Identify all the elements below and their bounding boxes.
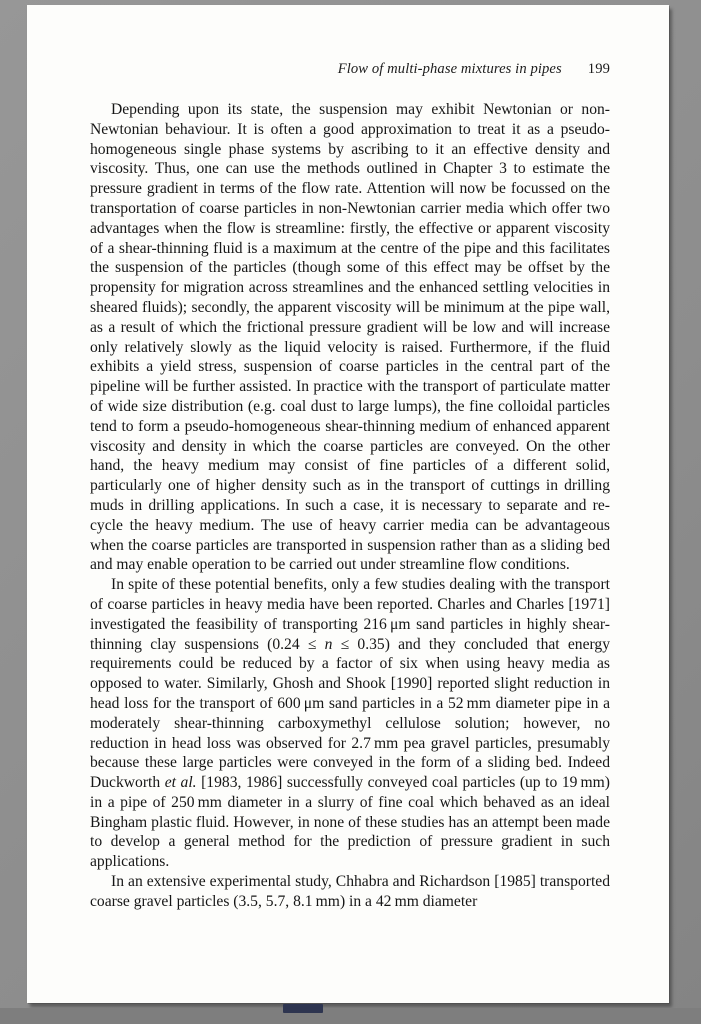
page-bottom-shadow — [0, 1008, 701, 1024]
page-number: 199 — [587, 61, 610, 77]
book-page — [27, 5, 669, 1003]
text-segment: ≤ 0.35) and they concluded that energy requirements could be reduced by a factor of six when using heavy media as opposed to water. Similarly, Ghosh and Shook [1990] reported slight reduction in head loss for the transport of 600 μm sand particles in a 52 mm diameter pipe in a moderately shear-thinning carboxymethyl cellulose solution; however, no reduction in head loss was observed for 2.7 mm pea gravel particles, presumably because these large particles were conveyed in the form of a sliding bed. Indeed Duckworth — [90, 635, 610, 792]
text-segment: [1983, 1986] successfully conveyed coal particles (up to 19 mm) in a pipe of 250 mm diameter in a slurry of fine coal which behaved as an ideal Bingham plastic fluid. However, in none of these studies has an attempt been made to develop a general method for the prediction of pressure gradient in such applications. — [90, 774, 611, 871]
text-segment: n — [324, 635, 333, 653]
body-text — [90, 100, 610, 912]
text-segment: Depending upon its state, the suspension may exhibit Newtonian or non-Newtonian behaviour. It is often a good approximation to treat it as a pseudo-homogeneous single phase systems by ascribing to it an effective density and viscosity. Thus, one can use the methods outlined in Chapter 3 to estimate the pressure gradient in terms of the flow rate. Attention will now be focussed on the transportation of coarse particles in non-Newtonian carrier media which offer two advantages when the flow is streamline: firstly, the effective or apparent viscosity of a shear-thinning fluid is a maximum at the centre of the pipe and this facilitates the suspension of the particles (though some of this effect may be offset by the propensity for migration across streamlines and the enhanced settling velocities in sheared fluids); secondly, the apparent viscosity will be minimum at the pipe wall, as a result of which the frictional pressure gradient will be low and will increase only relatively slowly as the liquid velocity is raised. Furthermore, if the fluid exhibits a yield stress, suspension of coarse particles in the central part of the pipeline will be further assisted. In practice with the transport of particulate matter of wide size distribution (e.g. coal dust to large lumps), the fine colloidal particles tend to form a pseudo-homogeneous shear-thinning medium of enhanced apparent viscosity and density in which the coarse particles are conveyed. On the other hand, the heavy medium may consist of fine particles of a different solid, particularly one of higher density such as in the transport of cuttings in drilling muds in drilling applications. In such a case, it is necessary to separate and re-cycle the heavy medium. The use of heavy carrier media can be advantageous when the coarse particles are transported in suspension rather than as a sliding bed and may enable operation to be carried out under streamline flow conditions. — [90, 101, 610, 574]
paragraph — [90, 575, 610, 872]
running-header — [90, 61, 610, 78]
scan-artifact — [283, 1004, 323, 1013]
text-segment: In spite of these potential benefits, only a few studies dealing with the transport of coarse particles in heavy media have been reported. Charles and Charles [1971] investigated the feasibility of transporting 216 μm sand particles in highly shear-thinning clay suspensions (0.24 ≤ — [90, 576, 610, 653]
paragraph — [90, 100, 610, 575]
paragraph — [90, 872, 610, 912]
text-segment: et al. — [164, 774, 197, 792]
running-header-title: Flow of multi-phase mixtures in pipes — [337, 61, 562, 77]
text-segment: In an extensive experimental study, Chhabra and Richardson [1985] transported coarse gravel particles (3.5, 5.7, 8.1 mm) in a 42 mm diameter — [90, 873, 610, 910]
